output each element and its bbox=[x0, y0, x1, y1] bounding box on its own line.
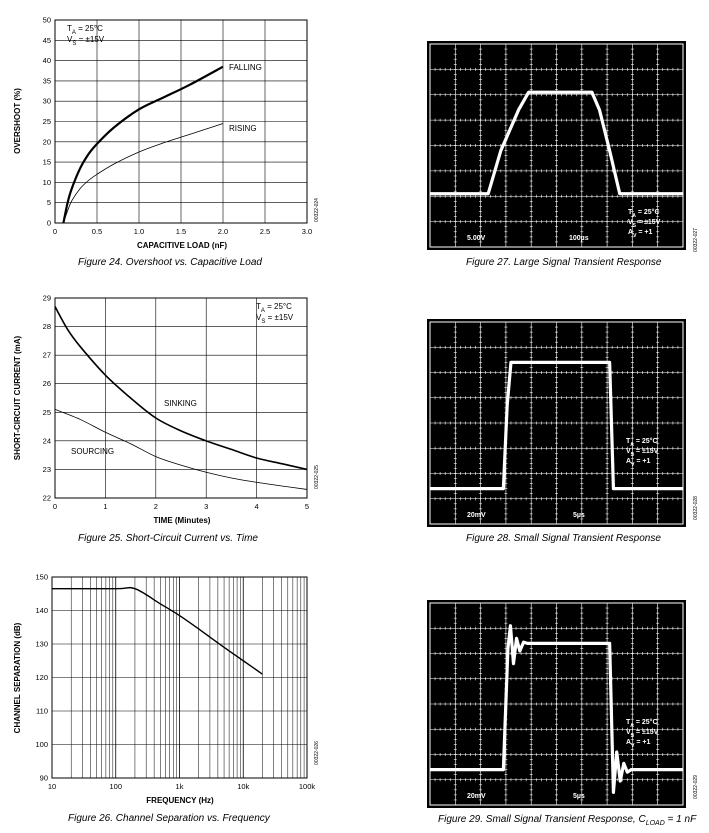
y-tick-label: 100 bbox=[35, 740, 48, 749]
condition-vs: $V_S = \pm 15V$ bbox=[626, 729, 659, 739]
y-tick-label: 24 bbox=[42, 436, 51, 446]
figure-caption: Figure 27. Large Signal Transient Response bbox=[466, 257, 662, 268]
series-label-rising: RISING bbox=[229, 124, 257, 133]
x-tick-label: 1.0 bbox=[133, 227, 145, 236]
series-line-falling bbox=[63, 67, 223, 223]
condition-av: $A_V = +1$ bbox=[626, 739, 651, 749]
y-tick-label: 23 bbox=[42, 464, 51, 474]
y-axis-label: CHANNEL SEPARATION (dB) bbox=[13, 622, 22, 734]
series-label-sourcing: SOURCING bbox=[71, 447, 115, 456]
condition-ta: $T_A = 25^\circ C$ bbox=[628, 209, 660, 219]
x-tick-label: 2.0 bbox=[217, 227, 229, 236]
y-tick-label: 140 bbox=[35, 606, 48, 615]
x-tick-label: 10 bbox=[47, 782, 57, 791]
figure-caption: Figure 28. Small Signal Transient Response bbox=[466, 533, 661, 544]
y-axis-label: OVERSHOOT (%) bbox=[13, 88, 22, 154]
x-tick-label: 1k bbox=[175, 782, 184, 791]
y-tick-label: 27 bbox=[42, 350, 51, 360]
y-axis-label: SHORT-CIRCUIT CURRENT (mA) bbox=[13, 335, 22, 461]
side-code: 00322-029 bbox=[693, 775, 699, 799]
y-tick-label: 150 bbox=[35, 572, 48, 582]
y-tick-label: 5 bbox=[46, 198, 51, 208]
x-tick-label: 2.5 bbox=[259, 227, 271, 236]
condition-vs: $V_S = \pm 15V$ bbox=[67, 35, 105, 47]
condition-vs: $V_S = \pm 15V$ bbox=[256, 313, 294, 325]
side-code: 00322-026 bbox=[314, 741, 320, 765]
y-tick-label: 15 bbox=[42, 157, 51, 167]
figure-caption: Figure 24. Overshoot vs. Capacitive Load bbox=[78, 257, 262, 268]
y-tick-label: 120 bbox=[35, 673, 48, 682]
y-tick-label: 0 bbox=[46, 218, 51, 228]
y-tick-label: 29 bbox=[42, 293, 51, 303]
condition-av: $A_V = +1$ bbox=[628, 229, 653, 239]
y-tick-label: 110 bbox=[36, 706, 48, 716]
y-tick-label: 20 bbox=[42, 137, 51, 147]
series-label-sinking: SINKING bbox=[164, 399, 197, 408]
figure-caption: Figure 25. Short-Circuit Current vs. Time bbox=[78, 533, 258, 544]
series-line-separation bbox=[52, 588, 262, 675]
series-label-falling: FALLING bbox=[229, 63, 262, 72]
condition-ta: $T_A = 25^\circ C$ bbox=[626, 438, 658, 448]
x-tick-label: 10k bbox=[237, 782, 250, 791]
y-tick-label: 28 bbox=[42, 322, 51, 332]
side-code: 00322-028 bbox=[693, 496, 699, 520]
series-line-sinking bbox=[55, 307, 307, 470]
y-tick-label: 22 bbox=[42, 493, 51, 503]
figure-caption: Figure 26. Channel Separation vs. Frequency bbox=[68, 813, 270, 824]
x-tick-label: 100 bbox=[109, 782, 123, 791]
y-tick-label: 25 bbox=[42, 117, 51, 126]
side-code: 00322-027 bbox=[693, 228, 699, 252]
scope-screen bbox=[427, 600, 686, 808]
x-tick-label: 0 bbox=[52, 502, 58, 511]
y-tick-label: 10 bbox=[42, 177, 51, 187]
scale-time: 5µs bbox=[573, 512, 585, 519]
x-tick-label: 4 bbox=[254, 502, 259, 511]
x-axis-label: TIME (Minutes) bbox=[153, 516, 211, 525]
x-tick-label: 3 bbox=[204, 502, 209, 511]
plot-area bbox=[43, 16, 313, 237]
scope-small-signal-cload bbox=[420, 597, 709, 809]
x-tick-label: 0 bbox=[52, 227, 58, 236]
x-axis-label: FREQUENCY (Hz) bbox=[146, 796, 214, 805]
y-tick-label: 45 bbox=[42, 35, 51, 45]
condition-ta: $T_A = 25^\circ C$ bbox=[67, 24, 103, 36]
y-tick-label: 50 bbox=[42, 15, 51, 25]
side-code: 00322-024 bbox=[314, 198, 320, 222]
scope-large-signal bbox=[420, 38, 709, 256]
scale-volts: 20mV bbox=[467, 793, 486, 800]
x-tick-label: 100k bbox=[298, 782, 316, 791]
condition-vs: $V_S = \pm 15V$ bbox=[626, 448, 659, 458]
series-line-rising bbox=[63, 124, 223, 223]
scope-screen bbox=[427, 319, 686, 527]
x-tick-label: 1 bbox=[103, 502, 108, 511]
plot-area bbox=[35, 573, 315, 792]
scale-volts: 5.00V bbox=[467, 235, 486, 242]
y-tick-label: 40 bbox=[42, 56, 51, 66]
y-tick-label: 25 bbox=[42, 407, 51, 417]
y-tick-label: 130 bbox=[35, 639, 48, 649]
y-tick-label: 35 bbox=[42, 76, 51, 86]
x-tick-label: 2 bbox=[153, 502, 158, 511]
y-tick-label: 26 bbox=[42, 379, 51, 389]
side-code: 00322-025 bbox=[314, 465, 320, 489]
scale-time: 100µs bbox=[569, 235, 589, 242]
x-tick-label: 1.5 bbox=[175, 227, 187, 236]
x-tick-label: 3.0 bbox=[301, 227, 313, 236]
scale-volts: 20mV bbox=[467, 512, 486, 519]
chart-short-circuit-current bbox=[0, 285, 340, 540]
y-tick-label: 30 bbox=[42, 96, 51, 106]
figure-caption: Figure 29. Small Signal Transient Response, $C_{LOAD} = 1$ nF bbox=[438, 814, 697, 827]
x-axis-label: CAPACITIVE LOAD (nF) bbox=[136, 241, 228, 250]
condition-ta: $T_A = 25^\circ C$ bbox=[626, 719, 658, 729]
y-tick-label: 90 bbox=[39, 773, 48, 783]
condition-ta: $T_A = 25^\circ C$ bbox=[256, 302, 292, 314]
scope-small-signal bbox=[420, 316, 709, 528]
chart-channel-separation bbox=[0, 565, 340, 833]
x-tick-label: 5 bbox=[304, 502, 310, 511]
x-tick-label: 0.5 bbox=[91, 227, 103, 236]
scale-time: 5µs bbox=[573, 793, 585, 800]
chart-overshoot bbox=[0, 0, 340, 275]
condition-vs: $V_S = \pm 15V$ bbox=[628, 219, 661, 229]
plot-frame bbox=[55, 298, 307, 498]
condition-av: $A_V = +1$ bbox=[626, 458, 651, 468]
